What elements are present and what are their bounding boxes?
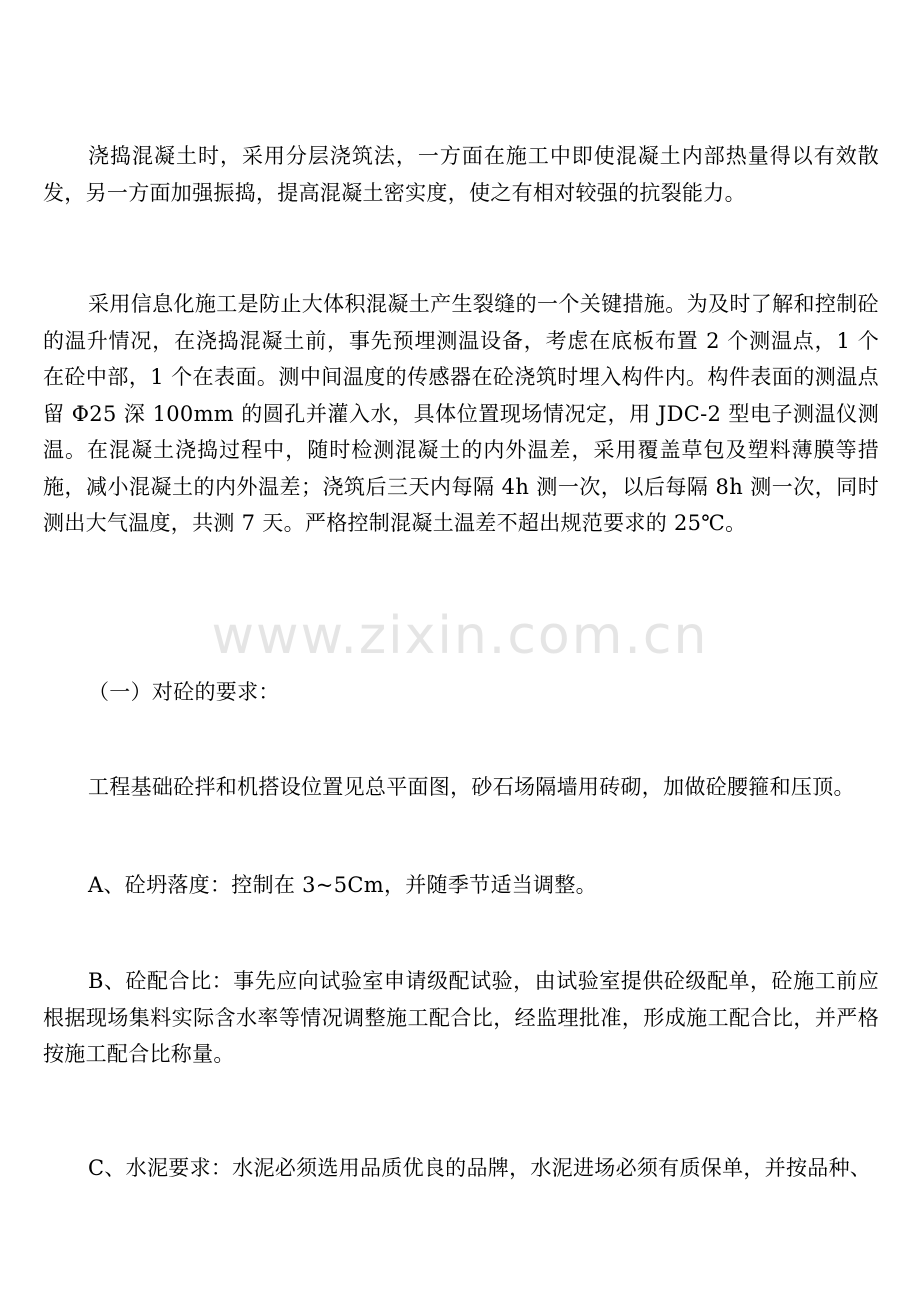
paragraph-layered-pouring: 浇捣混凝土时，采用分层浇筑法，一方面在施工中即使混凝土内部热量得以有效散发，另一方面加强振捣，提高混凝土密实度，使之有相对较强的抗裂能力。 (43, 144, 879, 205)
paragraph-mix-ratio: B、砼配合比：事先应向试验室申请级配试验，由试验室提供砼级配单，砼施工前应根据现场集料实际含水率等情况调整施工配合比，经监理批准，形成施工配合比，并严格按施工配合比称量。 (43, 969, 879, 1066)
watermark-text: www.zixin.com.cn (211, 606, 709, 666)
paragraph-mixer-location: 工程基础砼拌和机搭设位置见总平面图，砂石场隔墙用砖砌，加做砼腰箍和压顶。 (88, 775, 855, 799)
paragraph-cement-requirements: C、水泥要求：水泥必须选用品质优良的品牌，水泥进场必须有质保单，并按品种、 (88, 1156, 872, 1180)
paragraph-slump: A、砼坍落度：控制在 3~5Cm，并随季节适当调整。 (88, 873, 597, 897)
paragraph-temperature-monitoring: 采用信息化施工是防止大体积混凝土产生裂缝的一个关键措施。为及时了解和控制砼的温升情况，在浇捣混凝土前，事先预埋测温设备，考虑在底板布置 2 个测温点，1 个在砼中部，1 个在表面。测中间温度的传感器在砼浇筑时埋入构件内。构件表面的测温点留 Φ25 深 100mm 的圆孔并灌入水，具体位置现场情况定，用 JDC-2 型电子测温仪测温。在混凝土浇捣过程中，随时检测混凝土的内外温差，采用覆盖草包及塑料薄膜等措施，减小混凝土的内外温差；浇筑后三天内每隔 4h 测一次，以后每隔 8h 测一次，同时测出大气温度，共测 7 天。严格控制混凝土温差不超出规范要求的 25℃。 (43, 292, 879, 535)
section-heading-concrete-requirements: （一）对砼的要求： (88, 680, 280, 704)
